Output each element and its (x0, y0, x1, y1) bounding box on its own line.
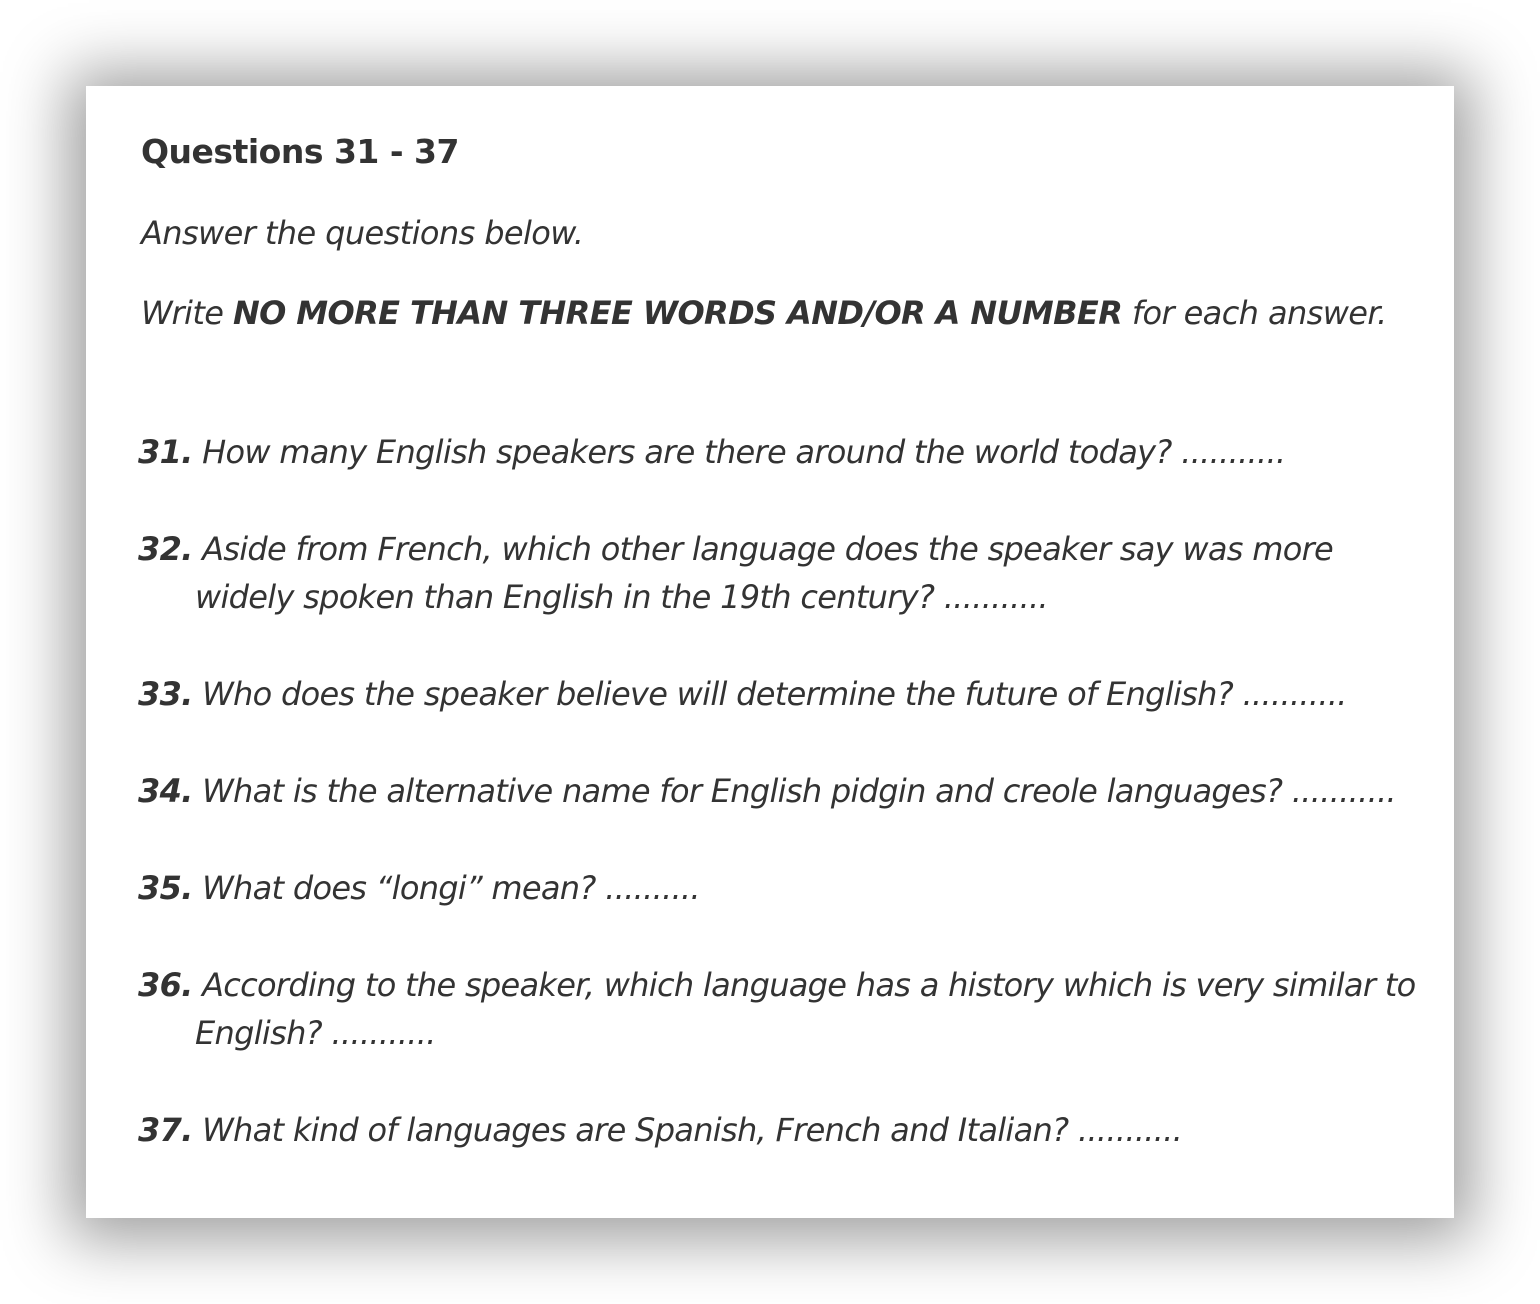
question-35 (138, 864, 1438, 912)
question-text: Aside from French, which other language does the speaker say was more widely spoken than English in the 19th century? ........... (195, 530, 1334, 616)
question-34 (138, 767, 1438, 815)
question-number: 37. (138, 1111, 193, 1149)
instruction-word-limit-bold: NO MORE THAN THREE WORDS AND/OR A NUMBER (232, 294, 1123, 332)
question-36 (138, 961, 1438, 1057)
question-32 (138, 525, 1438, 621)
question-31 (138, 428, 1438, 476)
question-text: What is the alternative name for English pidgin and creole languages? ........... (202, 772, 1396, 810)
question-number: 34. (138, 772, 193, 810)
question-33 (138, 670, 1438, 718)
question-37 (138, 1106, 1438, 1154)
question-text: How many English speakers are there around the world today? ........... (202, 433, 1286, 471)
question-list (138, 428, 1438, 1203)
question-text: Who does the speaker believe will determine the future of English? ........... (202, 675, 1347, 713)
instruction-word-limit (141, 294, 1387, 332)
question-number: 36. (138, 966, 193, 1004)
question-number: 33. (138, 675, 193, 713)
question-text: What kind of languages are Spanish, French and Italian? ........... (202, 1111, 1183, 1149)
instruction-word-limit-pre: Write (141, 294, 233, 332)
question-number: 31. (138, 433, 193, 471)
instruction-word-limit-post: for each answer. (1122, 294, 1387, 332)
instruction-answer: Answer the questions below. (141, 214, 584, 252)
question-text: What does “longi” mean? .......... (202, 869, 700, 907)
question-number: 32. (138, 530, 193, 568)
section-heading: Questions 31 - 37 (141, 132, 459, 171)
question-card (86, 86, 1454, 1218)
question-text: According to the speaker, which language has a history which is very similar to English? ........... (195, 966, 1416, 1052)
question-number: 35. (138, 869, 193, 907)
